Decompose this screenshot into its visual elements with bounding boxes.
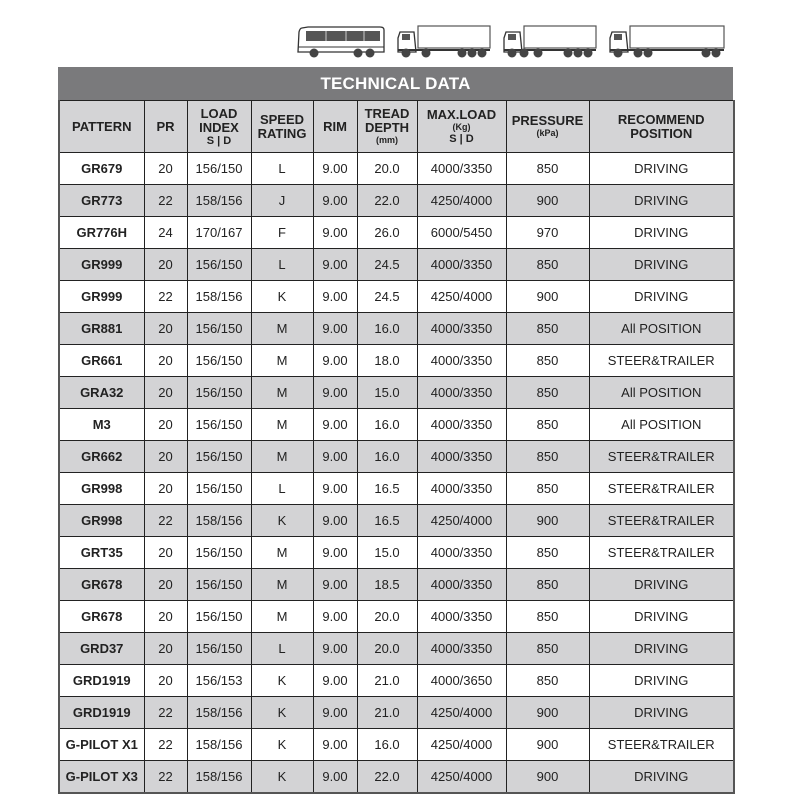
cell-rim: 9.00 — [313, 281, 357, 313]
cell-recommend-position: STEER&TRAILER — [589, 729, 734, 761]
cell-pr: 22 — [144, 281, 187, 313]
cell-pattern: GR999 — [59, 249, 144, 281]
cell-pressure: 850 — [506, 313, 589, 345]
cell-max-load: 4250/4000 — [417, 505, 506, 537]
cell-recommend-position: DRIVING — [589, 185, 734, 217]
cell-recommend-position: STEER&TRAILER — [589, 537, 734, 569]
cell-pressure: 850 — [506, 665, 589, 697]
cell-pr: 22 — [144, 761, 187, 794]
col-max-load-label: MAX.LOAD — [426, 107, 497, 122]
table-row — [59, 569, 734, 601]
col-pr — [144, 101, 187, 153]
cell-pattern: GR661 — [59, 345, 144, 377]
cell-pr: 22 — [144, 505, 187, 537]
cell-max-load: 4250/4000 — [417, 281, 506, 313]
cell-load-index: 156/153 — [187, 665, 251, 697]
cell-speed-rating: M — [251, 345, 313, 377]
cell-pattern: GRD37 — [59, 633, 144, 665]
cell-rim: 9.00 — [313, 473, 357, 505]
cell-speed-rating: L — [251, 633, 313, 665]
table-body — [59, 153, 734, 794]
cell-max-load: 4000/3350 — [417, 377, 506, 409]
cell-tread-depth: 21.0 — [357, 665, 417, 697]
cell-max-load: 4000/3350 — [417, 537, 506, 569]
cell-pattern: GRD1919 — [59, 665, 144, 697]
cell-rim: 9.00 — [313, 377, 357, 409]
col-recommend-position-label: RECOMMEND POSITION — [617, 111, 705, 141]
cell-tread-depth: 18.0 — [357, 345, 417, 377]
cell-pattern: GRT35 — [59, 537, 144, 569]
cell-load-index: 170/167 — [187, 217, 251, 249]
rigid-truck-icon — [396, 24, 492, 60]
table-row — [59, 313, 734, 345]
cell-max-load: 4000/3350 — [417, 153, 506, 185]
cell-pressure: 900 — [506, 729, 589, 761]
cell-tread-depth: 22.0 — [357, 185, 417, 217]
cell-rim: 9.00 — [313, 665, 357, 697]
cell-pr: 20 — [144, 537, 187, 569]
cell-pr: 20 — [144, 569, 187, 601]
cell-pr: 20 — [144, 377, 187, 409]
table-row — [59, 377, 734, 409]
cell-tread-depth: 16.5 — [357, 505, 417, 537]
cell-recommend-position: STEER&TRAILER — [589, 505, 734, 537]
col-max-load-unit: (Kg) — [452, 122, 471, 132]
cell-max-load: 4000/3350 — [417, 313, 506, 345]
header-row — [59, 101, 734, 153]
col-speed-rating — [251, 101, 313, 153]
table-row — [59, 601, 734, 633]
cell-tread-depth: 20.0 — [357, 633, 417, 665]
table-row — [59, 665, 734, 697]
cell-tread-depth: 15.0 — [357, 377, 417, 409]
cell-recommend-position: DRIVING — [589, 153, 734, 185]
cell-pressure: 850 — [506, 377, 589, 409]
table-row — [59, 633, 734, 665]
col-pressure — [506, 101, 589, 153]
cell-load-index: 156/150 — [187, 313, 251, 345]
cell-pr: 22 — [144, 697, 187, 729]
cell-pr: 20 — [144, 441, 187, 473]
cell-tread-depth: 20.0 — [357, 601, 417, 633]
cell-load-index: 156/150 — [187, 249, 251, 281]
cell-pressure: 850 — [506, 441, 589, 473]
table-row — [59, 345, 734, 377]
cell-pattern: M3 — [59, 409, 144, 441]
cell-load-index: 156/150 — [187, 537, 251, 569]
cell-speed-rating: M — [251, 569, 313, 601]
col-pr-label: PR — [156, 118, 175, 134]
cell-max-load: 4000/3350 — [417, 345, 506, 377]
table-row — [59, 281, 734, 313]
cell-pressure: 900 — [506, 185, 589, 217]
cell-pressure: 850 — [506, 153, 589, 185]
cell-max-load: 4000/3350 — [417, 601, 506, 633]
cell-tread-depth: 15.0 — [357, 537, 417, 569]
cell-tread-depth: 16.0 — [357, 409, 417, 441]
cell-max-load: 4250/4000 — [417, 697, 506, 729]
cell-pressure: 970 — [506, 217, 589, 249]
cell-max-load: 6000/5450 — [417, 217, 506, 249]
cell-pr: 24 — [144, 217, 187, 249]
cell-pattern: GR999 — [59, 281, 144, 313]
cell-recommend-position: DRIVING — [589, 217, 734, 249]
cell-pr: 20 — [144, 153, 187, 185]
cell-tread-depth: 22.0 — [357, 761, 417, 794]
cell-load-index: 156/150 — [187, 153, 251, 185]
cell-speed-rating: L — [251, 153, 313, 185]
col-max-load-sub: S | D — [449, 133, 474, 145]
col-recommend-position — [589, 101, 734, 153]
cell-rim: 9.00 — [313, 537, 357, 569]
cell-load-index: 156/150 — [187, 377, 251, 409]
cell-recommend-position: DRIVING — [589, 569, 734, 601]
cell-recommend-position: All POSITION — [589, 377, 734, 409]
cell-speed-rating: L — [251, 249, 313, 281]
cell-load-index: 156/150 — [187, 345, 251, 377]
table-row — [59, 697, 734, 729]
table-row — [59, 761, 734, 794]
cell-pr: 20 — [144, 633, 187, 665]
cell-rim: 9.00 — [313, 697, 357, 729]
cell-rim: 9.00 — [313, 441, 357, 473]
cell-tread-depth: 18.5 — [357, 569, 417, 601]
table-row — [59, 473, 734, 505]
cell-load-index: 158/156 — [187, 505, 251, 537]
semi-trailer-truck-icon — [608, 24, 726, 60]
table-row — [59, 185, 734, 217]
cell-speed-rating: K — [251, 761, 313, 794]
cell-max-load: 4000/3350 — [417, 473, 506, 505]
cell-rim: 9.00 — [313, 249, 357, 281]
cell-pattern: GR678 — [59, 569, 144, 601]
cell-pressure: 850 — [506, 249, 589, 281]
cell-rim: 9.00 — [313, 633, 357, 665]
cell-pressure: 900 — [506, 505, 589, 537]
col-pressure-unit: (kPa) — [536, 128, 559, 138]
cell-load-index: 156/150 — [187, 601, 251, 633]
cell-max-load: 4250/4000 — [417, 185, 506, 217]
cell-recommend-position: All POSITION — [589, 409, 734, 441]
cell-pressure: 850 — [506, 345, 589, 377]
cell-pattern: GR998 — [59, 505, 144, 537]
cell-pattern: GRA32 — [59, 377, 144, 409]
cell-rim: 9.00 — [313, 217, 357, 249]
table-row — [59, 249, 734, 281]
cell-recommend-position: DRIVING — [589, 601, 734, 633]
cell-pattern: GR881 — [59, 313, 144, 345]
table-title: TECHNICAL DATA — [58, 67, 733, 100]
cell-max-load: 4250/4000 — [417, 729, 506, 761]
cell-max-load: 4000/3650 — [417, 665, 506, 697]
col-pattern-label: PATTERN — [72, 118, 132, 134]
cell-load-index: 156/150 — [187, 473, 251, 505]
cell-pr: 20 — [144, 313, 187, 345]
cell-max-load: 4000/3350 — [417, 249, 506, 281]
cell-rim: 9.00 — [313, 505, 357, 537]
cell-pr: 22 — [144, 729, 187, 761]
cell-tread-depth: 24.5 — [357, 281, 417, 313]
cell-pattern: GR773 — [59, 185, 144, 217]
col-speed-rating-label: SPEED RATING — [257, 111, 307, 141]
cell-load-index: 156/150 — [187, 569, 251, 601]
col-tread-depth-unit: (mm) — [376, 135, 398, 145]
cell-speed-rating: M — [251, 409, 313, 441]
cell-max-load: 4000/3350 — [417, 441, 506, 473]
col-max-load — [417, 101, 506, 153]
cell-max-load: 4250/4000 — [417, 761, 506, 794]
cell-pressure: 850 — [506, 569, 589, 601]
cell-speed-rating: J — [251, 185, 313, 217]
cell-pr: 20 — [144, 409, 187, 441]
cell-speed-rating: K — [251, 665, 313, 697]
cell-pressure: 900 — [506, 281, 589, 313]
cell-load-index: 158/156 — [187, 729, 251, 761]
cell-pressure: 900 — [506, 761, 589, 794]
cell-rim: 9.00 — [313, 569, 357, 601]
col-rim-label: RIM — [323, 118, 347, 134]
eight-wheel-truck-icon — [502, 24, 598, 60]
cell-pattern: GRD1919 — [59, 697, 144, 729]
technical-data-table — [58, 100, 735, 794]
cell-pattern: GR662 — [59, 441, 144, 473]
cell-recommend-position: STEER&TRAILER — [589, 441, 734, 473]
cell-tread-depth: 24.5 — [357, 249, 417, 281]
cell-pr: 20 — [144, 665, 187, 697]
cell-rim: 9.00 — [313, 409, 357, 441]
table-row — [59, 217, 734, 249]
cell-pr: 22 — [144, 185, 187, 217]
cell-pattern: G-PILOT X3 — [59, 761, 144, 794]
cell-pressure: 850 — [506, 409, 589, 441]
cell-pr: 20 — [144, 345, 187, 377]
cell-pressure: 850 — [506, 537, 589, 569]
cell-speed-rating: M — [251, 313, 313, 345]
cell-recommend-position: STEER&TRAILER — [589, 473, 734, 505]
table-row — [59, 441, 734, 473]
table-row — [59, 505, 734, 537]
cell-recommend-position: DRIVING — [589, 249, 734, 281]
cell-rim: 9.00 — [313, 729, 357, 761]
cell-tread-depth: 16.0 — [357, 729, 417, 761]
cell-pr: 20 — [144, 601, 187, 633]
cell-load-index: 156/150 — [187, 409, 251, 441]
cell-rim: 9.00 — [313, 313, 357, 345]
cell-pressure: 850 — [506, 633, 589, 665]
cell-pressure: 850 — [506, 601, 589, 633]
cell-load-index: 158/156 — [187, 697, 251, 729]
cell-speed-rating: M — [251, 377, 313, 409]
table-row — [59, 537, 734, 569]
cell-speed-rating: K — [251, 729, 313, 761]
cell-load-index: 158/156 — [187, 281, 251, 313]
col-pattern — [59, 101, 144, 153]
cell-pattern: GR998 — [59, 473, 144, 505]
cell-pressure: 900 — [506, 697, 589, 729]
cell-rim: 9.00 — [313, 601, 357, 633]
cell-max-load: 4000/3350 — [417, 569, 506, 601]
cell-load-index: 158/156 — [187, 185, 251, 217]
cell-speed-rating: K — [251, 281, 313, 313]
cell-tread-depth: 16.0 — [357, 441, 417, 473]
cell-rim: 9.00 — [313, 185, 357, 217]
col-tread-depth — [357, 101, 417, 153]
col-tread-depth-label: TREAD DEPTH — [364, 106, 410, 135]
cell-speed-rating: M — [251, 441, 313, 473]
cell-speed-rating: L — [251, 473, 313, 505]
cell-rim: 9.00 — [313, 153, 357, 185]
col-pressure-label: PRESSURE — [511, 113, 584, 128]
vehicle-icons — [296, 24, 726, 62]
cell-tread-depth: 16.5 — [357, 473, 417, 505]
cell-pattern: GR678 — [59, 601, 144, 633]
cell-speed-rating: K — [251, 697, 313, 729]
cell-tread-depth: 21.0 — [357, 697, 417, 729]
cell-tread-depth: 20.0 — [357, 153, 417, 185]
cell-max-load: 4000/3350 — [417, 633, 506, 665]
cell-speed-rating: F — [251, 217, 313, 249]
table-row — [59, 409, 734, 441]
cell-load-index: 158/156 — [187, 761, 251, 794]
cell-recommend-position: DRIVING — [589, 633, 734, 665]
cell-recommend-position: DRIVING — [589, 665, 734, 697]
cell-speed-rating: K — [251, 505, 313, 537]
cell-load-index: 156/150 — [187, 441, 251, 473]
col-rim — [313, 101, 357, 153]
cell-pattern: G-PILOT X1 — [59, 729, 144, 761]
col-load-index — [187, 101, 251, 153]
cell-pr: 20 — [144, 249, 187, 281]
cell-pattern: GR679 — [59, 153, 144, 185]
cell-recommend-position: DRIVING — [589, 697, 734, 729]
table-row — [59, 153, 734, 185]
bus-icon — [296, 24, 388, 60]
cell-recommend-position: DRIVING — [589, 761, 734, 794]
cell-speed-rating: M — [251, 601, 313, 633]
col-load-index-label: LOAD INDEX — [199, 105, 239, 135]
cell-pattern: GR776H — [59, 217, 144, 249]
cell-pr: 20 — [144, 473, 187, 505]
table-row — [59, 729, 734, 761]
cell-tread-depth: 26.0 — [357, 217, 417, 249]
col-load-index-sub: S | D — [206, 134, 232, 147]
cell-max-load: 4000/3350 — [417, 409, 506, 441]
cell-speed-rating: M — [251, 537, 313, 569]
cell-recommend-position: STEER&TRAILER — [589, 345, 734, 377]
cell-recommend-position: All POSITION — [589, 313, 734, 345]
cell-pressure: 850 — [506, 473, 589, 505]
cell-rim: 9.00 — [313, 761, 357, 794]
cell-recommend-position: DRIVING — [589, 281, 734, 313]
cell-tread-depth: 16.0 — [357, 313, 417, 345]
cell-load-index: 156/150 — [187, 633, 251, 665]
cell-rim: 9.00 — [313, 345, 357, 377]
